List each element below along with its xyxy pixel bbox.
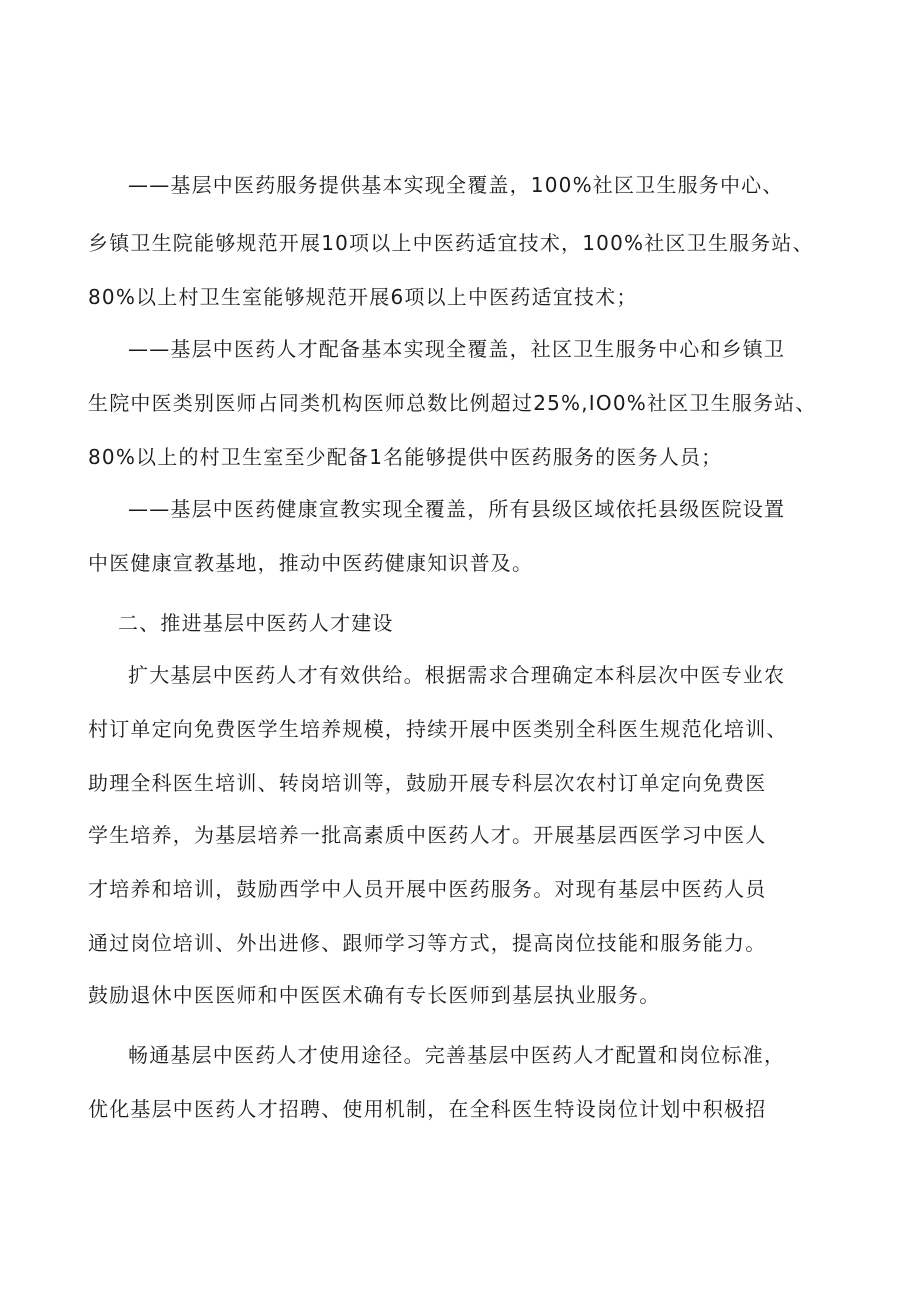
paragraph-line: 80%以上村卫生室能够规范开展6项以上中医药适宜技术； xyxy=(88,285,638,309)
paragraph-line: 才培养和培训，鼓励西学中人员开展中医药服务。对现有基层中医药人员 xyxy=(88,877,767,901)
section-heading: 二、推进基层中医药人才建设 xyxy=(118,611,394,635)
paragraph-line: ——基层中医药服务提供基本实现全覆盖，100%社区卫生服务中心、 xyxy=(128,173,784,197)
paragraph-line: 乡镇卫生院能够规范开展10项以上中医药适宜技术，100%社区卫生服务站、 xyxy=(88,231,814,255)
paragraph-line: 鼓励退休中医医师和中医医术确有专长医师到基层执业服务。 xyxy=(88,983,661,1007)
paragraph-line: 扩大基层中医药人才有效供给。根据需求合理确定本科层次中医专业农 xyxy=(128,663,786,687)
paragraph-line: ——基层中医药健康宣教实现全覆盖，所有县级区域依托县级医院设置 xyxy=(128,497,786,521)
paragraph-line: 生院中医类别医师占同类机构医师总数比例超过25%,IO0%社区卫生服务站、 xyxy=(88,391,817,415)
paragraph-line: 畅通基层中医药人才使用途径。完善基层中医药人才配置和岗位标准， xyxy=(128,1043,786,1067)
paragraph-line: 村订单定向免费医学生培养规模，持续开展中医类别全科医生规范化培训、 xyxy=(88,717,788,741)
paragraph-line: 学生培养，为基层培养一批高素质中医药人才。开展基层西医学习中医人 xyxy=(88,823,767,847)
paragraph-line: 优化基层中医药人才招聘、使用机制，在全科医生特设岗位计划中积极招 xyxy=(88,1097,767,1121)
paragraph-line: 通过岗位培训、外出进修、跟师学习等方式，提高岗位技能和服务能力。 xyxy=(88,931,767,955)
paragraph-line: 助理全科医生培训、转岗培训等，鼓励开展专科层次农村订单定向免费医 xyxy=(88,771,767,795)
paragraph-line: ——基层中医药人才配备基本实现全覆盖，社区卫生服务中心和乡镇卫 xyxy=(128,337,786,361)
paragraph-line: 80%以上的村卫生室至少配备1名能够提供中医药服务的医务人员； xyxy=(88,445,723,469)
paragraph-line: 中医健康宣教基地，推动中医药健康知识普及。 xyxy=(88,551,534,575)
